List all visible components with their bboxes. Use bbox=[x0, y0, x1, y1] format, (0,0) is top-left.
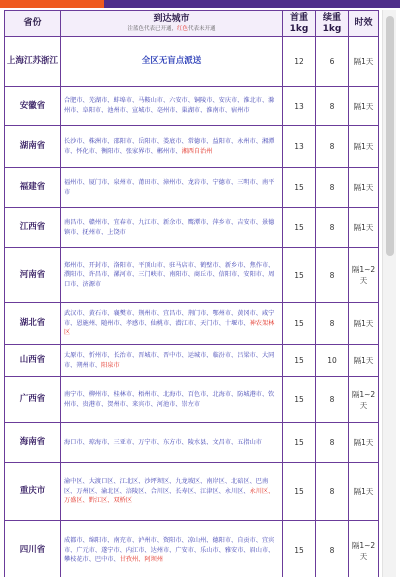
time-cell: 隔1~2天 bbox=[349, 521, 379, 577]
city-list-cell: 成都市、绵阳市、南充市、泸州市、资阳市、凉山州、德阳市、自贡市、宜宾市、广元市、遂宁市、内江市、达州市、广安市、乐山市、雅安市、眉山市、攀枝花市、巴中市、甘孜州、阿坝州 bbox=[61, 521, 283, 577]
table-row bbox=[5, 521, 379, 577]
banner-accent bbox=[0, 0, 104, 8]
table-row bbox=[5, 126, 379, 168]
table-row bbox=[5, 168, 379, 208]
time-cell: 隔1天 bbox=[349, 423, 379, 463]
first-weight-cell: 15 bbox=[283, 208, 316, 248]
city-list-cell: 郑州市、开封市、洛阳市、平顶山市、驻马店市、鹤壁市、新乡市、焦作市、濮阳市、许昌市、漯河市、三门峡市、南阳市、商丘市、信阳市、安阳市、周口市、济源市 bbox=[61, 248, 283, 303]
header-city-title: 到达城市 bbox=[153, 14, 190, 24]
table-row bbox=[5, 208, 379, 248]
extra-weight-cell: 8 bbox=[316, 303, 349, 345]
province-cell: 上海江苏浙江 bbox=[5, 37, 61, 87]
city-list-cell: 全区无盲点派送 bbox=[61, 37, 283, 87]
header-province: 省份 bbox=[5, 11, 61, 37]
province-cell: 安徽省 bbox=[5, 87, 61, 126]
city-list-cell: 太原市、忻州市、长治市、晋城市、晋中市、运城市、临汾市、吕梁市、大同市、朔州市、阳泉市 bbox=[61, 345, 283, 377]
time-cell: 隔1天 bbox=[349, 126, 379, 168]
time-cell: 隔1天 bbox=[349, 37, 379, 87]
city-list-cell: 渝中区、大渡口区、江北区、沙坪坝区、九龙坡区、南岸区、北碚区、巴南区、万州区、渝北区、涪陵区、合川区、长寿区、江津区、永川区、永川区、万盛区、黔江区、双桥区 bbox=[61, 463, 283, 521]
scrollbar-thumb[interactable] bbox=[386, 16, 394, 256]
header-legend-note bbox=[61, 25, 282, 33]
header-destination bbox=[61, 11, 283, 37]
province-cell: 广西省 bbox=[5, 377, 61, 423]
first-weight-cell: 13 bbox=[283, 87, 316, 126]
extra-weight-cell: 8 bbox=[316, 423, 349, 463]
province-cell: 山西省 bbox=[5, 345, 61, 377]
province-cell: 海南省 bbox=[5, 423, 61, 463]
first-weight-cell: 15 bbox=[283, 377, 316, 423]
first-weight-cell: 15 bbox=[283, 521, 316, 577]
province-cell: 湖北省 bbox=[5, 303, 61, 345]
legend-red-word: 红色 bbox=[176, 26, 188, 32]
header-delivery-time: 时效 bbox=[349, 11, 379, 37]
city-list-cell: 合肥市、芜湖市、蚌埠市、马鞍山市、六安市、铜陵市、安庆市、淮北市、滁州市、阜阳市、池州市、宣城市、亳州市、巢湖市、淮南市、宿州市 bbox=[61, 87, 283, 126]
time-cell: 隔1天 bbox=[349, 303, 379, 345]
extra-weight-cell: 8 bbox=[316, 521, 349, 577]
extra-weight-cell: 10 bbox=[316, 345, 349, 377]
city-list-cell: 长沙市、株洲市、邵阳市、岳阳市、娄底市、常德市、益阳市、永州市、湘潭市、怀化市、衡阳市、张家界市、郴州市、湘西自治州 bbox=[61, 126, 283, 168]
table-header-row bbox=[5, 11, 379, 37]
province-cell: 福建省 bbox=[5, 168, 61, 208]
legend-open: 注蓝色代表已开通， bbox=[127, 26, 177, 32]
extra-weight-cell: 8 bbox=[316, 87, 349, 126]
table-row bbox=[5, 87, 379, 126]
table-row bbox=[5, 345, 379, 377]
province-cell: 湖南省 bbox=[5, 126, 61, 168]
table-row bbox=[5, 248, 379, 303]
province-cell: 河南省 bbox=[5, 248, 61, 303]
extra-weight-cell: 6 bbox=[316, 37, 349, 87]
header-extra-weight: 续重 1kg bbox=[316, 11, 349, 37]
legend-closed: 代表未开通 bbox=[188, 26, 216, 32]
province-cell: 江西省 bbox=[5, 208, 61, 248]
first-weight-cell: 15 bbox=[283, 345, 316, 377]
header-first-weight: 首重 1kg bbox=[283, 11, 316, 37]
city-list-cell: 武汉市、黄石市、襄樊市、荆州市、宜昌市、荆门市、鄂州市、黄冈市、咸宁市、恩施州、随州市、孝感市、仙桃市、潜江市、天门市、十堰市、神农架林区 bbox=[61, 303, 283, 345]
table-row bbox=[5, 377, 379, 423]
extra-weight-cell: 8 bbox=[316, 208, 349, 248]
table-row bbox=[5, 303, 379, 345]
top-banner bbox=[0, 0, 400, 8]
province-cell: 四川省 bbox=[5, 521, 61, 577]
extra-weight-cell: 8 bbox=[316, 463, 349, 521]
first-weight-cell: 15 bbox=[283, 168, 316, 208]
first-weight-cell: 15 bbox=[283, 463, 316, 521]
city-list-cell: 南宁市、柳州市、桂林市、梧州市、北海市、百色市、北海市、防城港市、钦州市、贵港市、贺州市、来宾市、河池市、崇左市 bbox=[61, 377, 283, 423]
first-weight-cell: 15 bbox=[283, 248, 316, 303]
time-cell: 隔1天 bbox=[349, 345, 379, 377]
table-row bbox=[5, 37, 379, 87]
first-weight-cell: 15 bbox=[283, 303, 316, 345]
shipping-rate-table bbox=[4, 10, 379, 577]
first-weight-cell: 13 bbox=[283, 126, 316, 168]
time-cell: 隔1天 bbox=[349, 208, 379, 248]
extra-weight-cell: 8 bbox=[316, 168, 349, 208]
first-weight-cell: 12 bbox=[283, 37, 316, 87]
city-list-cell: 南昌市、赣州市、宜春市、九江市、新余市、鹰潭市、萍乡市、吉安市、景德镇市、抚州市、上饶市 bbox=[61, 208, 283, 248]
table-row bbox=[5, 463, 379, 521]
province-cell: 重庆市 bbox=[5, 463, 61, 521]
time-cell: 隔1天 bbox=[349, 463, 379, 521]
extra-weight-cell: 8 bbox=[316, 126, 349, 168]
vertical-scrollbar[interactable] bbox=[382, 10, 396, 577]
extra-weight-cell: 8 bbox=[316, 377, 349, 423]
first-weight-cell: 15 bbox=[283, 423, 316, 463]
time-cell: 隔1天 bbox=[349, 87, 379, 126]
time-cell: 隔1~2天 bbox=[349, 248, 379, 303]
city-list-cell: 海口市、琼海市、三亚市、万宁市、东方市、陵水县、文昌市、五指山市 bbox=[61, 423, 283, 463]
time-cell: 隔1天 bbox=[349, 168, 379, 208]
extra-weight-cell: 8 bbox=[316, 248, 349, 303]
time-cell: 隔1~2天 bbox=[349, 377, 379, 423]
city-list-cell: 福州市、厦门市、泉州市、莆田市、漳州市、龙岩市、宁德市、三明市、南平市 bbox=[61, 168, 283, 208]
table-row bbox=[5, 423, 379, 463]
